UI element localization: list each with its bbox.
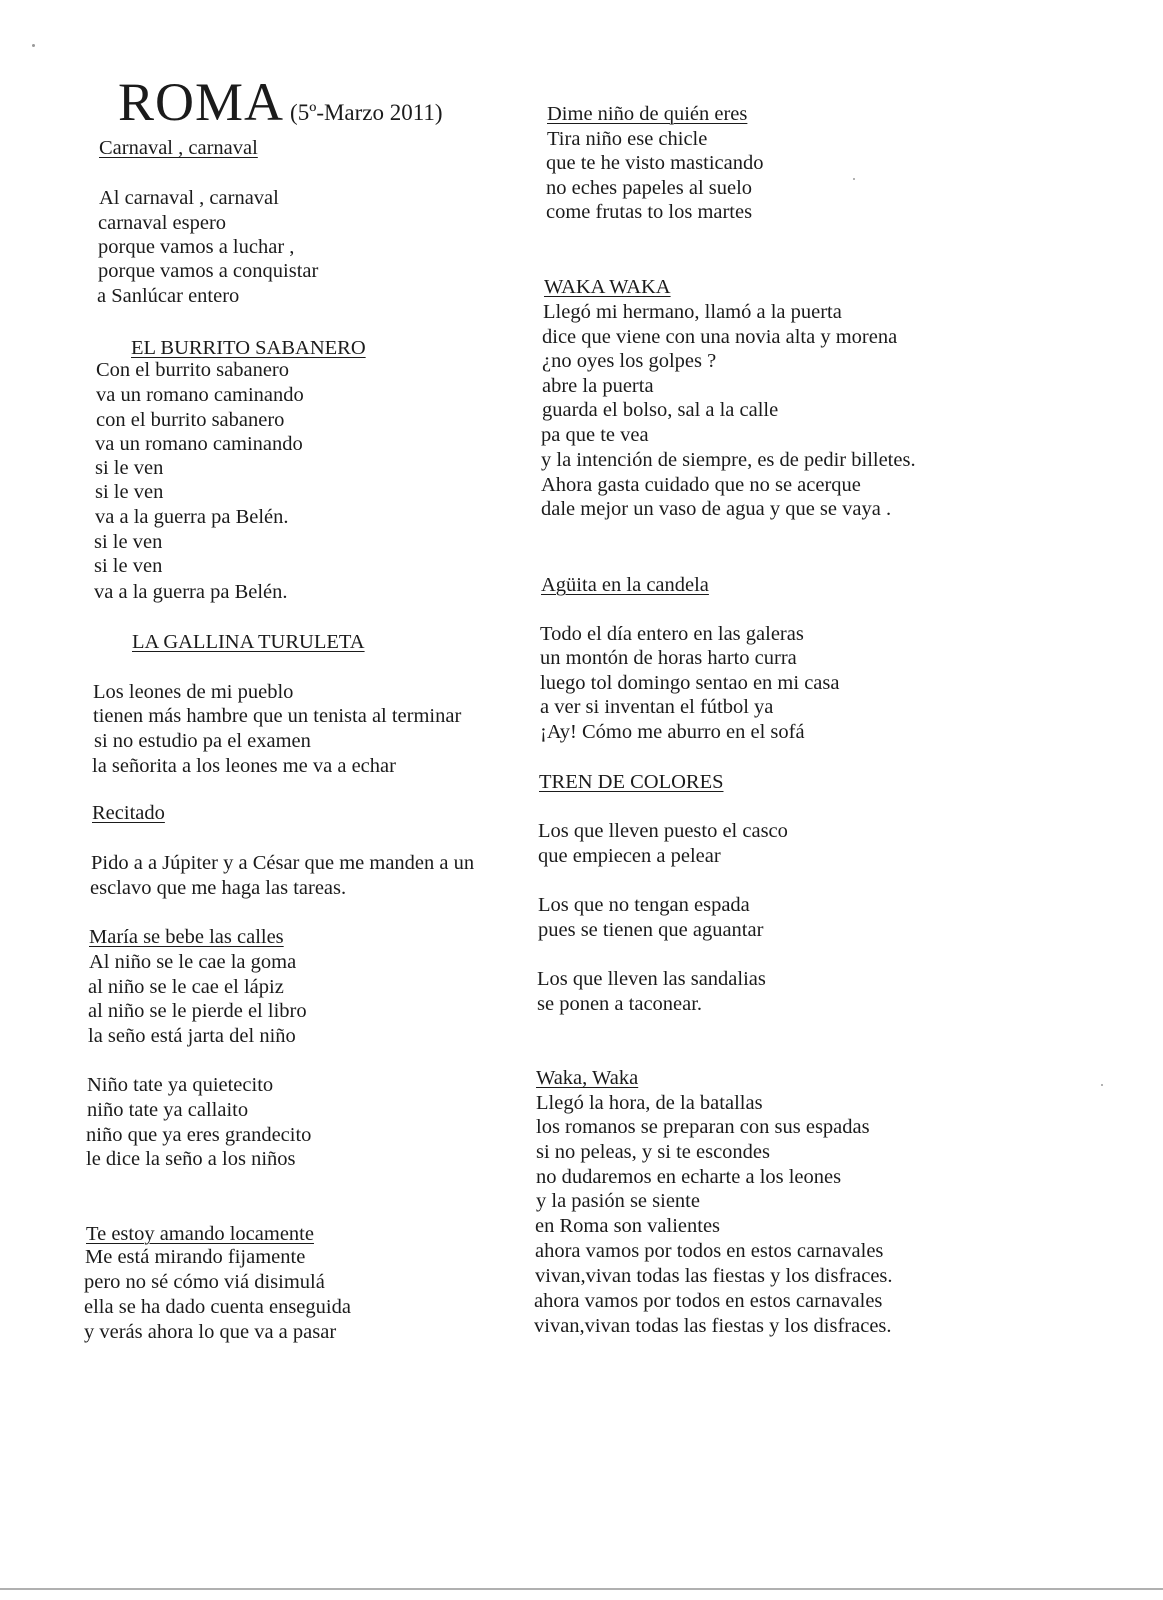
lyric-line: niño que ya eres grandecito [86,1124,312,1146]
section-heading: Te estoy amando locamente [86,1223,314,1245]
section-heading: Dime niño de quién eres [547,103,748,125]
page-title [118,72,443,132]
lyric-line: pero no sé cómo viá disimulá [84,1271,325,1293]
lyric-line: al niño se le pierde el libro [88,1000,307,1022]
lyric-line: un montón de horas harto curra [540,647,797,669]
lyric-line: los romanos se preparan con sus espadas [536,1116,870,1138]
lyric-line: si le ven [95,481,164,503]
lyric-line: a ver si inventan el fútbol ya [540,696,774,718]
lyric-line: Con el burrito sabanero [96,359,289,381]
lyric-line: Niño tate ya quietecito [87,1074,274,1096]
lyric-line: Tira niño ese chicle [547,128,708,150]
lyric-line: si le ven [95,457,164,479]
section-heading: Carnaval , carnaval [99,137,258,159]
section-heading: María se bebe las calles [89,926,284,948]
lyric-line: le dice la seño a los niños [86,1148,296,1170]
lyric-line: que te he visto masticando [546,152,764,174]
lyric-line: Los leones de mi pueblo [93,681,294,703]
lyric-line: ahora vamos por todos en estos carnavales [535,1240,884,1262]
lyric-line: carnaval espero [98,212,227,234]
lyric-line: dice que viene con una novia alta y morena [542,326,898,348]
lyric-line: si le ven [94,531,163,553]
section-heading: EL BURRITO SABANERO [131,337,366,359]
lyric-line: Llegó la hora, de la batallas [536,1092,763,1114]
title-main: ROMA [118,72,285,132]
lyric-line: la señorita a los leones me va a echar [92,755,396,777]
lyric-line: si no peleas, y si te escondes [536,1141,770,1163]
lyric-line: que empiecen a pelear [538,845,721,867]
lyric-line: y verás ahora lo que va a pasar [84,1321,337,1343]
lyric-line: va a la guerra pa Belén. [95,506,289,528]
lyric-line: Los que lleven las sandalias [537,968,766,990]
lyric-line: come frutas to los martes [546,201,753,223]
lyric-line: y la pasión se siente [536,1190,700,1212]
section-heading: Recitado [92,802,165,824]
lyric-line: guarda el bolso, sal a la calle [542,399,779,421]
lyric-line: se ponen a taconear. [537,993,703,1015]
lyric-line: porque vamos a conquistar [98,260,319,282]
lyric-line: a Sanlúcar entero [97,285,240,307]
lyric-line: esclavo que me haga las tareas. [90,877,347,899]
lyric-line: luego tol domingo sentao en mi casa [540,672,840,694]
lyric-line: ahora vamos por todos en estos carnavales [534,1290,883,1312]
section-heading: WAKA WAKA [544,276,671,298]
scan-speck [32,44,35,47]
lyric-line: pues se tienen que aguantar [538,919,764,941]
lyric-line: niño tate ya callaito [87,1099,249,1121]
lyric-line: en Roma son valientes [535,1215,721,1237]
lyric-line: Ahora gasta cuidado que no se acerque [541,474,861,496]
section-heading: Waka, Waka [536,1067,639,1089]
lyric-line: vivan,vivan todas las fiestas y los disfraces. [535,1265,893,1287]
scan-speck [1101,1084,1103,1086]
lyric-line: va un romano caminando [95,433,303,455]
lyric-line: si no estudio pa el examen [94,730,311,752]
section-heading: LA GALLINA TURULETA [132,631,365,653]
lyric-line: Los que no tengan espada [538,894,750,916]
title-date: (5º-Marzo 2011) [290,100,443,125]
scan-speck [853,178,855,180]
section-heading: Agüita en la candela [541,574,709,596]
lyric-line: la seño está jarta del niño [88,1025,296,1047]
lyric-line: vivan,vivan todas las fiestas y los disfraces. [534,1315,892,1337]
lyric-line: ¿no oyes los golpes ? [542,350,717,372]
lyric-line: pa que te vea [541,424,649,446]
lyric-line: no eches papeles al suelo [546,177,753,199]
lyric-line: abre la puerta [542,375,654,397]
lyric-line: Llegó mi hermano, llamó a la puerta [543,301,842,323]
lyric-line: Al carnaval , carnaval [99,187,279,209]
section-heading: TREN DE COLORES [539,771,724,793]
lyric-line: porque vamos a luchar , [98,236,295,258]
lyric-line: Me está mirando fijamente [85,1246,306,1268]
lyric-line: al niño se le cae el lápiz [88,976,284,998]
lyric-line: Pido a a Júpiter y a César que me manden a un [91,852,475,874]
lyric-line: no dudaremos en echarte a los leones [536,1166,842,1188]
lyric-line: Al niño se le cae la goma [89,951,297,973]
lyric-line: ella se ha dado cuenta enseguida [84,1296,351,1318]
lyric-line: si le ven [94,555,163,577]
lyric-line: tienen más hambre que un tenista al terminar [93,705,462,727]
scan-edge-line [0,1588,1163,1590]
lyric-line: con el burrito sabanero [96,409,285,431]
lyric-line: ¡Ay! Cómo me aburro en el sofá [540,721,805,743]
lyric-line: Todo el día entero en las galeras [540,623,804,645]
lyric-line: Los que lleven puesto el casco [538,820,788,842]
lyric-line: y la intención de siempre, es de pedir billetes. [541,449,916,471]
lyric-line: dale mejor un vaso de agua y que se vaya . [541,498,892,520]
lyric-line: va un romano caminando [96,384,304,406]
lyric-line: va a la guerra pa Belén. [94,581,288,603]
